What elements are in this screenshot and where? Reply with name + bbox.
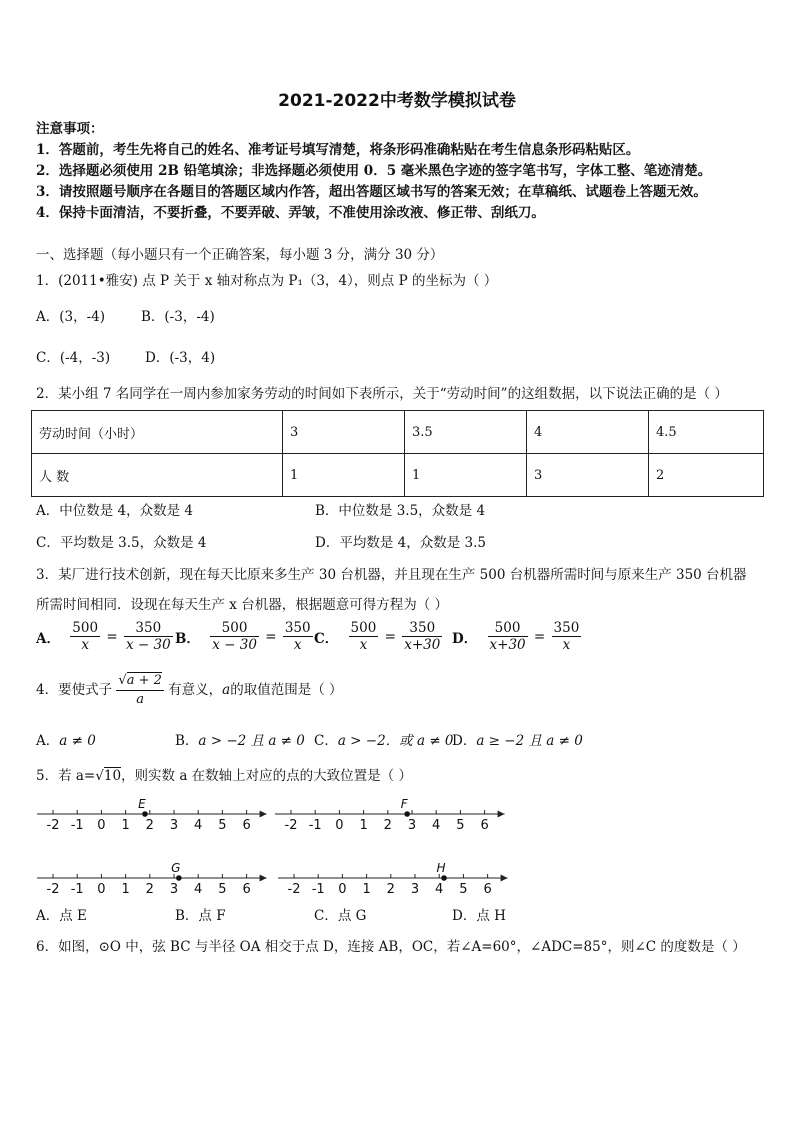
axis-arrow xyxy=(501,875,508,882)
fraction: $\frac{500}{x+30}$ xyxy=(489,620,526,653)
tick-label: 2 xyxy=(145,882,154,897)
question-4-option-d: D．a ≥ −2 且 a ≠ 0 xyxy=(452,733,583,749)
number-line-h xyxy=(278,861,508,897)
point-marker xyxy=(441,875,447,881)
table-cell: 2 xyxy=(649,454,764,497)
question-3-stem-cont: 所需时间相同．设现在每天生产 x 台机器，根据题意可得方程为（ ） xyxy=(36,597,448,613)
axis-arrow xyxy=(498,811,505,818)
tick-label: -1 xyxy=(70,818,84,833)
fraction: $\frac{500}{x}$ xyxy=(72,620,99,653)
tick-label: 1 xyxy=(121,818,130,833)
tick-label: 2 xyxy=(386,882,395,897)
question-3-option-c: C． $\frac{500}{x}$ = $\frac{350}{x+30}$ xyxy=(314,620,441,653)
option-label: C． xyxy=(314,630,339,647)
tick-label: 1 xyxy=(362,882,371,897)
question-5-option-b: B．点 F xyxy=(175,908,226,924)
tick-label: -1 xyxy=(70,882,84,897)
question-1-stem: 1．(2011•雅安) 点 P 关于 x 轴对称点为 P₁（3，4），则点 P 的坐标为（ ） xyxy=(36,273,498,289)
tick-label: -2 xyxy=(287,882,301,897)
radical-fraction: $\frac{√a + 2}{a}$ xyxy=(118,673,162,707)
table-cell: 3 xyxy=(283,411,405,454)
tick-label: 1 xyxy=(121,882,130,897)
option-label: A． xyxy=(36,630,60,647)
point-marker xyxy=(404,811,410,817)
fraction: $\frac{500}{x - 30}$ xyxy=(212,620,257,653)
point-label: F xyxy=(400,797,408,811)
question-1-option-d: D．(-3，4) xyxy=(145,350,216,366)
question-5-option-d: D．点 H xyxy=(452,908,506,924)
point-label: G xyxy=(171,861,181,875)
tick-label: 3 xyxy=(169,882,179,897)
tick-label: -1 xyxy=(308,818,322,833)
tick-label: -2 xyxy=(284,818,298,833)
point-label: H xyxy=(436,861,446,875)
question-2-option-a: A．中位数是 4，众数是 4 xyxy=(36,503,194,519)
tick-label: 3 xyxy=(410,882,420,897)
table-cell: 劳动时间（小时） xyxy=(32,411,283,454)
notice-item: 2．选择题必须使用 2B 铅笔填涂；非选择题必须使用 0．5 毫米黑色字迹的签字笔书写，字体工整、笔迹清楚。 xyxy=(36,163,712,179)
question-1-option-c: C．(-4，-3) xyxy=(36,350,111,366)
tick-label: 2 xyxy=(383,818,392,833)
question-2-option-c: C．平均数是 3.5，众数是 4 xyxy=(36,535,207,551)
axis-arrow xyxy=(260,875,267,882)
question-1-option-a: A．(3，-4) xyxy=(36,309,106,325)
tick-label: 6 xyxy=(242,882,251,897)
tick-label: -1 xyxy=(311,882,325,897)
question-4-stem: 4．要使式子 $\frac{√a + 2}{a}$ 有意义，a的取值范围是（ ） xyxy=(36,673,343,707)
fraction: $\frac{350}{x}$ xyxy=(553,620,580,653)
notice-item: 4．保持卡面清洁，不要折叠，不要弄破、弄皱，不准使用涂改液、修正带、刮纸刀。 xyxy=(36,205,545,221)
question-1-option-b: B．(-3，-4) xyxy=(141,309,215,325)
notice-heading: 注意事项： xyxy=(36,121,104,137)
question-5-option-c: C．点 G xyxy=(314,908,367,924)
page-title: 2021-2022中考数学模拟试卷 xyxy=(278,91,516,111)
table-row xyxy=(32,411,764,454)
tick-label: 4 xyxy=(432,818,441,833)
question-6-stem: 6．如图，⊙O 中，弦 BC 与半径 OA 相交于点 D，连接 AB，OC，若∠A=60°，∠ADC=85°，则∠C 的度数是（ ） xyxy=(36,939,746,955)
tick-label: 0 xyxy=(335,818,344,833)
tick-label: 6 xyxy=(483,882,492,897)
table-cell: 4.5 xyxy=(649,411,764,454)
question-3-option-b: B． $\frac{500}{x - 30}$ = $\frac{350}{x}$ xyxy=(175,620,311,653)
tick-label: 6 xyxy=(480,818,489,833)
fraction: $\frac{350}{x+30}$ xyxy=(404,620,441,653)
tick-label: 3 xyxy=(407,818,417,833)
tick-label: -2 xyxy=(46,818,60,833)
notice-item: 1．答题前，考生先将自己的姓名、准考证号填写清楚，将条形码准确粘贴在考生信息条形码粘贴区。 xyxy=(36,142,640,158)
question-5-option-a: A．点 E xyxy=(36,908,87,924)
fraction: $\frac{500}{x}$ xyxy=(350,620,377,653)
tick-label: 5 xyxy=(459,882,468,897)
option-label: D． xyxy=(452,630,478,647)
question-3-option-d: D． $\frac{500}{x+30}$ = $\frac{350}{x}$ xyxy=(452,620,580,653)
number-line-g xyxy=(37,861,267,897)
labor-time-table xyxy=(31,410,764,497)
question-5-stem: 5．若 a=√10，则实数 a 在数轴上对应的点的大致位置是（ ） xyxy=(36,768,412,784)
question-2-option-d: D．平均数是 4，众数是 3.5 xyxy=(315,535,486,551)
table-row xyxy=(32,454,764,497)
point-label: E xyxy=(138,797,146,811)
tick-label: 5 xyxy=(218,818,227,833)
option-label: B． xyxy=(175,630,200,647)
number-lines xyxy=(0,790,794,900)
tick-label: 6 xyxy=(242,818,251,833)
point-marker xyxy=(176,875,182,881)
tick-label: 4 xyxy=(194,818,203,833)
question-2-option-b: B．中位数是 3.5，众数是 4 xyxy=(315,503,486,519)
fraction: $\frac{350}{x}$ xyxy=(284,620,311,653)
tick-label: 5 xyxy=(218,882,227,897)
question-3-stem: 3．某厂进行技术创新，现在每天比原来多生产 30 台机器，并且现在生产 500 台机器所需时间与原来生产 350 台机器 xyxy=(36,567,747,583)
section-heading: 一、选择题（每小题只有一个正确答案，每小题 3 分，满分 30 分） xyxy=(36,247,444,263)
tick-label: 4 xyxy=(194,882,203,897)
table-cell: 1 xyxy=(405,454,527,497)
question-4-option-c: C．a > −2．或 a ≠ 0 xyxy=(314,733,454,749)
tick-label: 0 xyxy=(338,882,347,897)
notice-item: 3．请按照题号顺序在各题目的答题区域内作答，超出答题区域书写的答案无效；在草稿纸、试题卷上答题无效。 xyxy=(36,184,707,200)
number-line-e xyxy=(37,797,267,833)
question-4-option-a: A．a ≠ 0 xyxy=(36,733,96,749)
tick-label: 2 xyxy=(145,818,154,833)
table-cell: 1 xyxy=(283,454,405,497)
table-cell: 3 xyxy=(527,454,649,497)
table-cell: 4 xyxy=(527,411,649,454)
tick-label: 4 xyxy=(435,882,444,897)
tick-label: -2 xyxy=(46,882,60,897)
table-cell: 人 数 xyxy=(32,454,283,497)
question-3-option-a: A． $\frac{500}{x}$ = $\frac{350}{x - 30}$ xyxy=(36,620,171,653)
tick-label: 1 xyxy=(359,818,368,833)
tick-label: 0 xyxy=(97,882,106,897)
tick-label: 0 xyxy=(97,818,106,833)
question-4-option-b: B．a > −2 且 a ≠ 0 xyxy=(175,733,305,749)
point-marker xyxy=(142,811,148,817)
tick-label: 5 xyxy=(456,818,465,833)
table-cell: 3.5 xyxy=(405,411,527,454)
question-2-stem: 2．某小组 7 名同学在一周内参加家务劳动的时间如下表所示，关于“劳动时间”的这组数据，以下说法正确的是（ ） xyxy=(36,386,728,402)
axis-arrow xyxy=(260,811,267,818)
number-line-f xyxy=(275,797,505,833)
fraction: $\frac{350}{x - 30}$ xyxy=(125,620,171,653)
tick-label: 3 xyxy=(169,818,179,833)
